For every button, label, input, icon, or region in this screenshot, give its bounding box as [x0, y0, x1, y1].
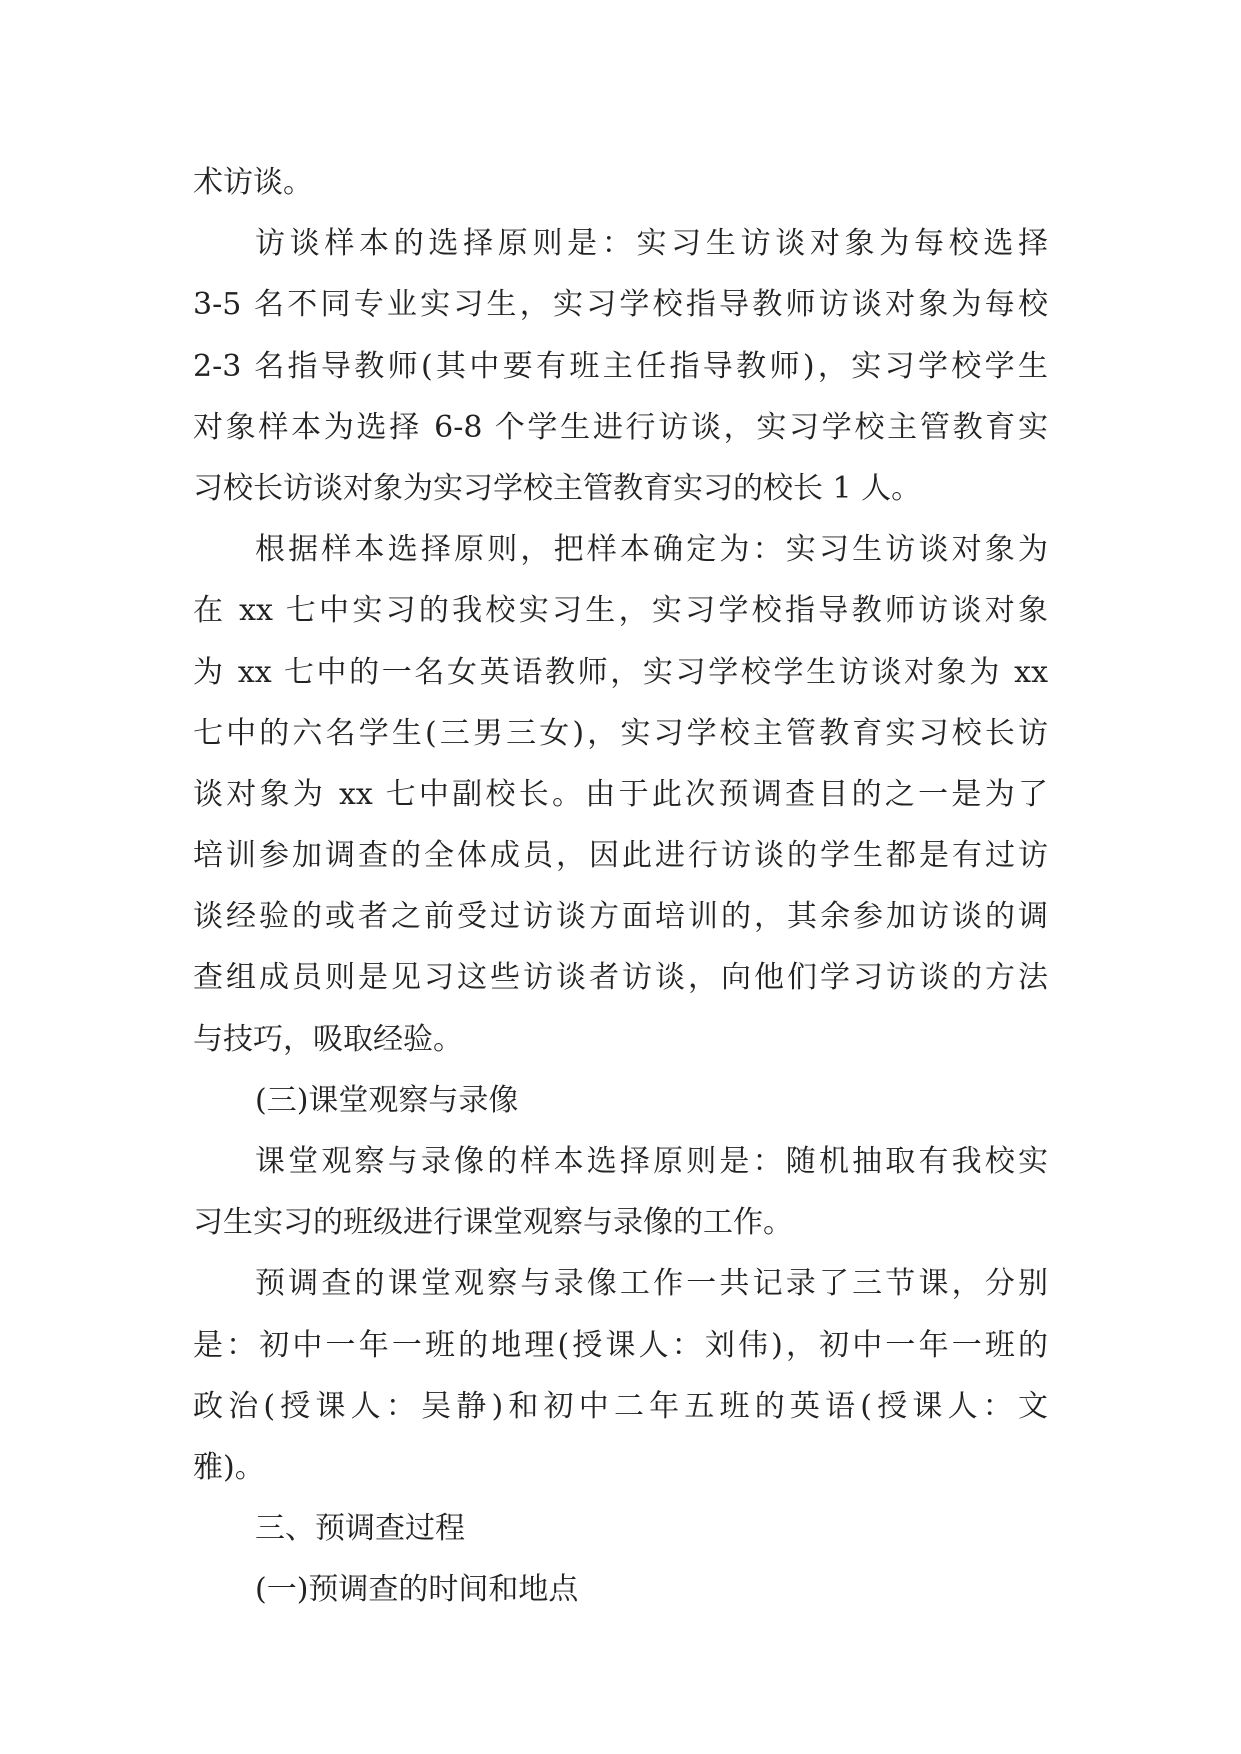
paragraph-line: 是：初中一年一班的地理(授课人：刘伟)，初中一年一班的 [193, 1327, 1048, 1363]
paragraph-line: 政治(授课人：吴静)和初中二年五班的英语(授课人：文 [193, 1388, 1048, 1424]
section-heading: 三、预调查过程 [255, 1511, 465, 1547]
paragraph-line: 课堂观察与录像的样本选择原则是：随机抽取有我校实 [255, 1144, 1048, 1179]
paragraph-line: 查组成员则是见习这些访谈者访谈，向他们学习访谈的方法 [193, 960, 1048, 996]
subsection-heading: (一)预调查的时间和地点 [255, 1572, 579, 1608]
paragraph-line: 对象样本为选择 6-8 个学生进行访谈，实习学校主管教育实 [193, 409, 1048, 445]
paragraph-line: 培训参加调查的全体成员，因此进行访谈的学生都是有过访 [193, 838, 1048, 874]
paragraph-line: 习校长访谈对象为实习学校主管教育实习的校长 1 人。 [193, 470, 922, 506]
section-heading: (三)课堂观察与录像 [255, 1082, 519, 1118]
paragraph-line: 在 xx 七中实习的我校实习生，实习学校指导教师访谈对象 [193, 593, 1048, 629]
paragraph-line: 术访谈。 [193, 165, 313, 200]
paragraph-line: 访谈样本的选择原则是：实习生访谈对象为每校选择 [255, 226, 1048, 262]
paragraph-line: 谈对象为 xx 七中副校长。由于此次预调查目的之一是为了 [193, 776, 1048, 812]
document-body [193, 152, 1048, 1621]
paragraph-line: 雅)。 [193, 1449, 265, 1485]
paragraph-line: 预调查的课堂观察与录像工作一共记录了三节课，分别 [255, 1266, 1048, 1302]
paragraph-line: 与技巧，吸取经验。 [193, 1021, 463, 1057]
paragraph-line: 根据样本选择原则，把样本确定为：实习生访谈对象为 [255, 532, 1048, 568]
paragraph-line: 3-5 名不同专业实习生，实习学校指导教师访谈对象为每校 [193, 287, 1048, 323]
paragraph-line: 2-3 名指导教师(其中要有班主任指导教师)，实习学校学生 [193, 348, 1048, 384]
paragraph-line: 七中的六名学生(三男三女)，实习学校主管教育实习校长访 [193, 715, 1048, 751]
paragraph-line: 谈经验的或者之前受过访谈方面培训的，其余参加访谈的调 [193, 899, 1048, 935]
paragraph-line: 为 xx 七中的一名女英语教师，实习学校学生访谈对象为 xx [193, 654, 1048, 690]
paragraph-line: 习生实习的班级进行课堂观察与录像的工作。 [193, 1205, 793, 1241]
